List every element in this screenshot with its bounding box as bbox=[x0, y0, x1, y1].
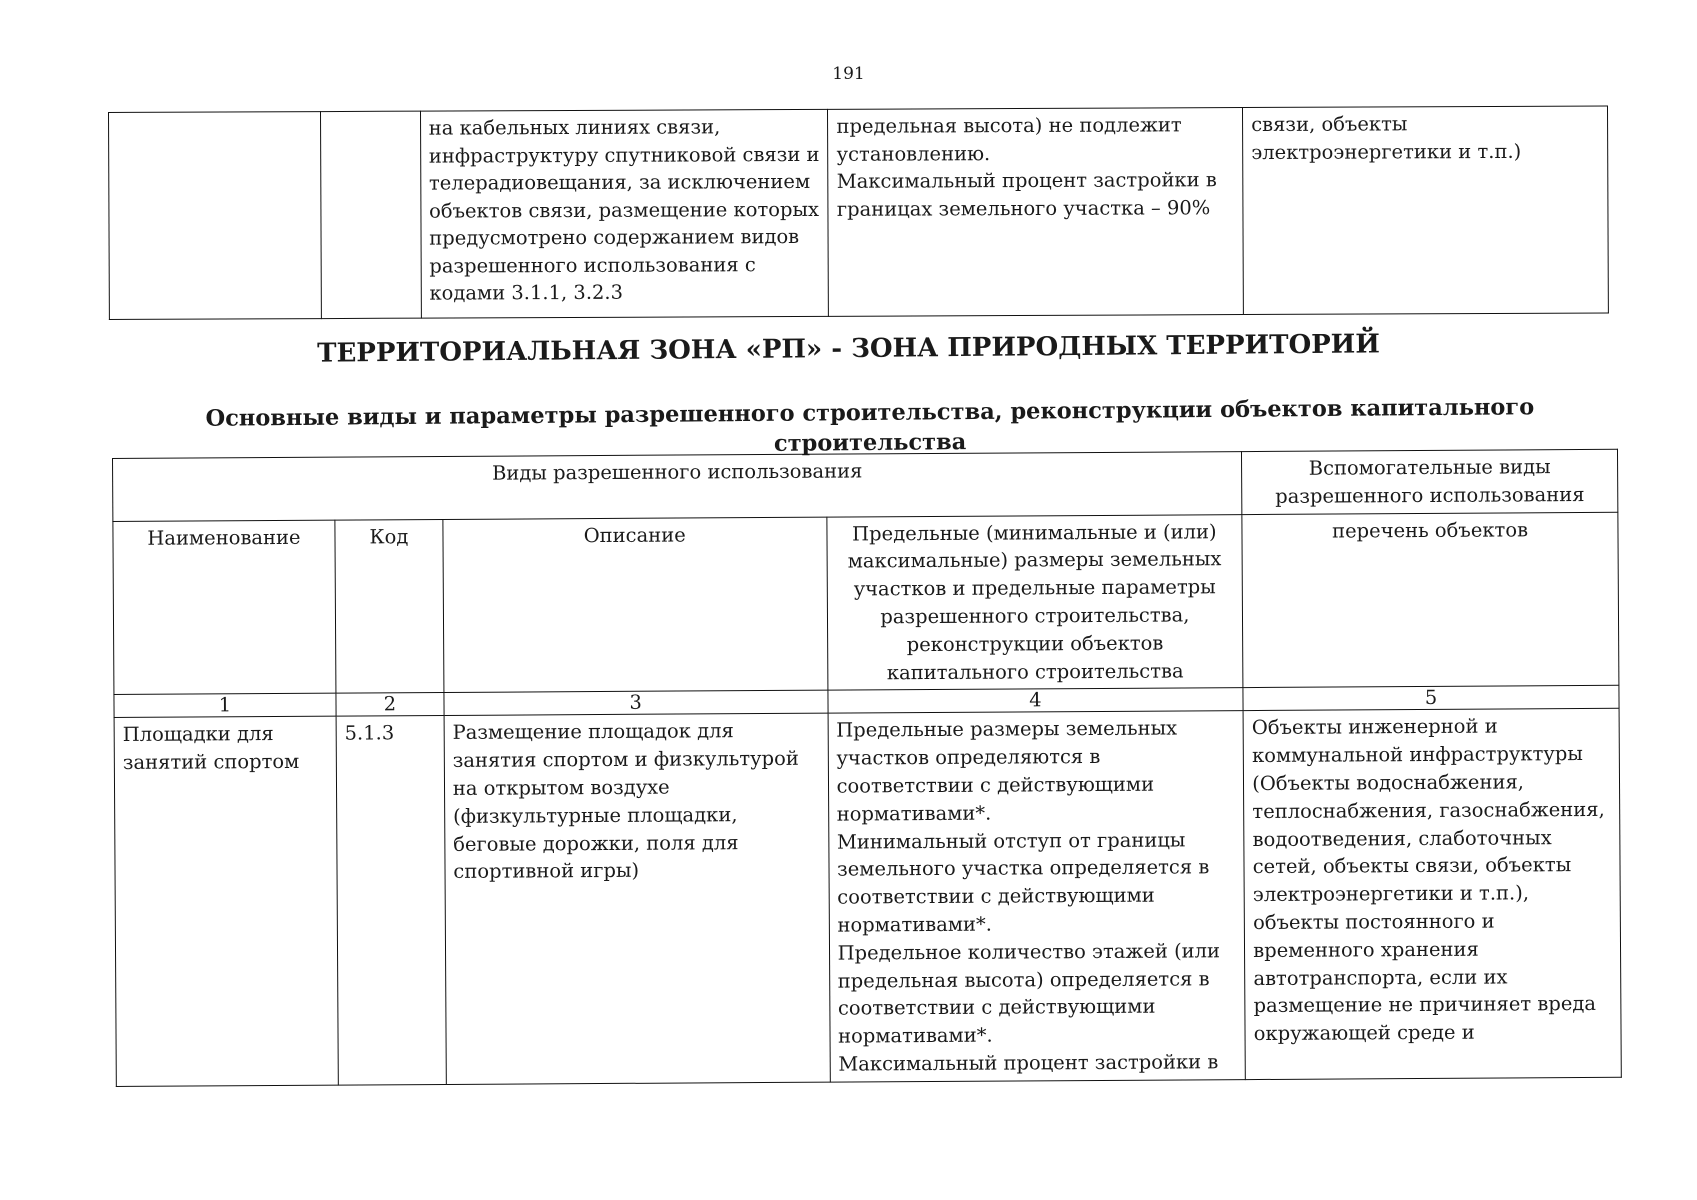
zone-title: ТЕРРИТОРИАЛЬНАЯ ЗОНА «РП» - ЗОНА ПРИРОДНЫХ ТЕРРИТОРИЙ bbox=[317, 329, 1380, 369]
column-header-parameters: Предельные (минимальные и (или) максимальные) размеры земельных участков и предельные параметры разрешенного строительства, реконструкции объектов капитального строительства bbox=[826, 514, 1243, 690]
cell-code: 5.1.3 bbox=[336, 716, 446, 1085]
group-header-aux: Вспомогательные виды разрешенного использования bbox=[1242, 449, 1618, 514]
column-header-code: Код bbox=[335, 519, 444, 693]
cell-aux-objects: Объекты инженерной и коммунальной инфраструктуры (Объекты водоснабжения, теплоснабжения, газоснабжения, водоотведения, слаботочных сетей, объекты связи, объекты электроэнергетики и т.п.), объекты постоянного и временного хранения автотранспорта, если их размещение не причиняет вреда окружающей среде и bbox=[1243, 709, 1621, 1080]
table-row bbox=[109, 106, 1609, 320]
continuation-table bbox=[108, 105, 1609, 320]
land-use-table bbox=[112, 449, 1622, 1087]
cell-code bbox=[320, 111, 421, 318]
cell-parameters: предельная высота) не подлежит установлению. Максимальный процент застройки в границах земельного участка – 90% bbox=[828, 108, 1244, 317]
section-subtitle: Основные виды и параметры разрешенного строительства, реконструкции объектов капитального строительства bbox=[205, 394, 1535, 457]
cell-aux-objects: связи, объекты электроэнергетики и т.п.) bbox=[1243, 106, 1609, 315]
column-number: 2 bbox=[336, 693, 444, 717]
table-group-header bbox=[113, 449, 1618, 521]
cell-name bbox=[109, 112, 322, 320]
cell-parameters: Предельные размеры земельных участков определяются в соответствии с действующими нормативами*. Минимальный отступ от границы земельного участка определяется в соответствии с действующими нормативами*. Предельное количество этажей (или предельная высота) определяется в соответствии с действующими нормативами*. Максимальный процент застройки в bbox=[828, 711, 1246, 1082]
cell-name: Площадки для занятий спортом bbox=[114, 717, 338, 1087]
column-header-object-list: перечень объектов bbox=[1242, 512, 1619, 688]
page-number: 191 bbox=[832, 64, 865, 84]
column-number: 3 bbox=[444, 691, 828, 716]
cell-description: на кабельных линиях связи, инфраструктуру спутниковой связи и телерадиовещания, за исключением объектов связи, размещение которых предусмотрено содержанием видов разрешенного использования с кодами 3.1.1, 3.2.3 bbox=[420, 109, 829, 318]
table-row bbox=[114, 709, 1621, 1087]
column-number: 5 bbox=[1243, 686, 1619, 711]
column-header-name: Наименование bbox=[113, 520, 336, 695]
column-number: 4 bbox=[827, 688, 1243, 714]
column-header-description: Описание bbox=[443, 517, 828, 693]
column-number: 1 bbox=[114, 694, 336, 718]
cell-description: Размещение площадок для занятия спортом и физкультурой на открытом воздухе (физкультурные площадки, беговые дорожки, поля для спортивной игры) bbox=[444, 714, 830, 1085]
group-header-main: Виды разрешенного использования bbox=[113, 452, 1243, 521]
table-column-headers bbox=[113, 512, 1619, 695]
